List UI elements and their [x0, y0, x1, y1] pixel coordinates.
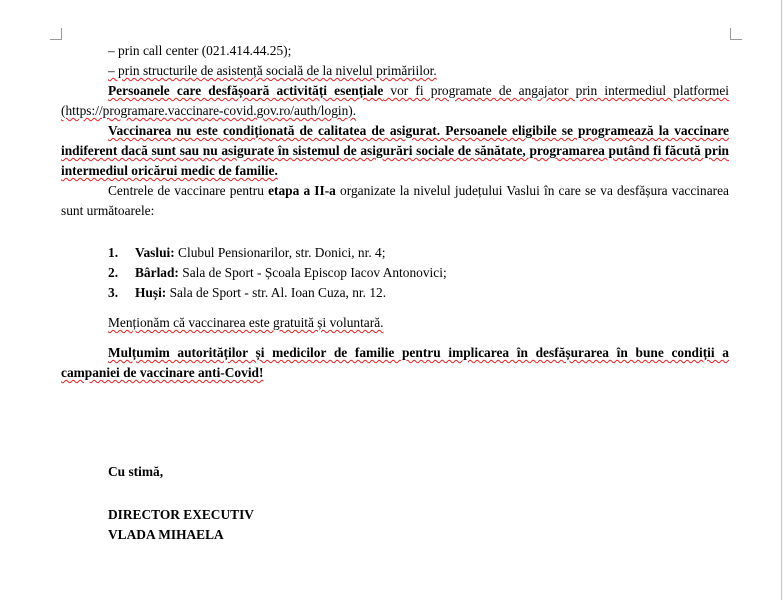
paragraph-centers-intro: [61, 181, 729, 221]
margin-corner-top-left: [50, 28, 62, 40]
list-item-number: 3.: [108, 285, 119, 300]
list-item-city: Huși:: [135, 285, 167, 300]
signature-name: VLADA MIHAELA: [108, 527, 224, 542]
list-item: [61, 263, 729, 283]
list-item-city: Vaslui:: [135, 245, 175, 260]
list-item-number: 2.: [108, 265, 119, 280]
bullet-social-assistance: – prin structurile de asistență socială de la nivelul primăriilor.: [108, 63, 437, 78]
paragraph-thanks: Mulțumim autorităților și medicilor de familie pentru implicarea în desfășurarea în bune condiții a campaniei de vaccinare anti-Covid!: [61, 345, 729, 380]
essential-workers-text: vor fi programate de angajator prin intermediul platformei (https://programare.vaccinare-covid.gov.ro/auth/login).: [61, 83, 730, 118]
paragraph-essential-workers: [61, 81, 729, 121]
list-item-place: Sala de Sport - str. Al. Ioan Cuza, nr. 12.: [166, 285, 387, 300]
list-item-place: Sala de Sport - Școala Episcop Iacov Antonovici;: [178, 265, 447, 280]
list-item-place: Clubul Pensionarilor, str. Donici, nr. 4;: [174, 245, 386, 260]
bullet-call-center: – prin call center (021.414.44.25);: [108, 43, 292, 58]
signature-title: DIRECTOR EXECUTIV: [108, 507, 254, 522]
document-body[interactable]: [61, 41, 729, 383]
list-item: [61, 283, 729, 303]
centers-intro-a: Centrele de vaccinare pentru: [108, 183, 269, 198]
list-item: [61, 243, 729, 263]
closing-greeting: Cu stimă,: [108, 464, 164, 479]
essential-workers-bold: Persoanele care desfășoară activități esențiale: [108, 83, 384, 98]
margin-corner-top-right: [730, 28, 742, 40]
centers-list: [61, 243, 729, 303]
centers-intro-b: organizate la nivelul județului Vaslui în care se va desfășura vaccinarea sunt următoarele:: [61, 183, 729, 218]
paragraph-insurance: Vaccinarea nu este condiționată de calitatea de asigurat. Persoanele eligibile se programează la vaccinare indiferent dacă sunt sau nu asigurate în sistemul de asigurări sociale de sănătate, programarea putând fi făcută prin intermediul oricărui medic de familie.: [61, 123, 729, 178]
paragraph-free-voluntary: Menționăm că vaccinarea este gratuită și voluntară.: [108, 315, 384, 330]
centers-intro-stage: etapa a II-a: [268, 183, 336, 198]
list-item-city: Bârlad:: [135, 265, 179, 280]
list-item-number: 1.: [108, 245, 119, 260]
